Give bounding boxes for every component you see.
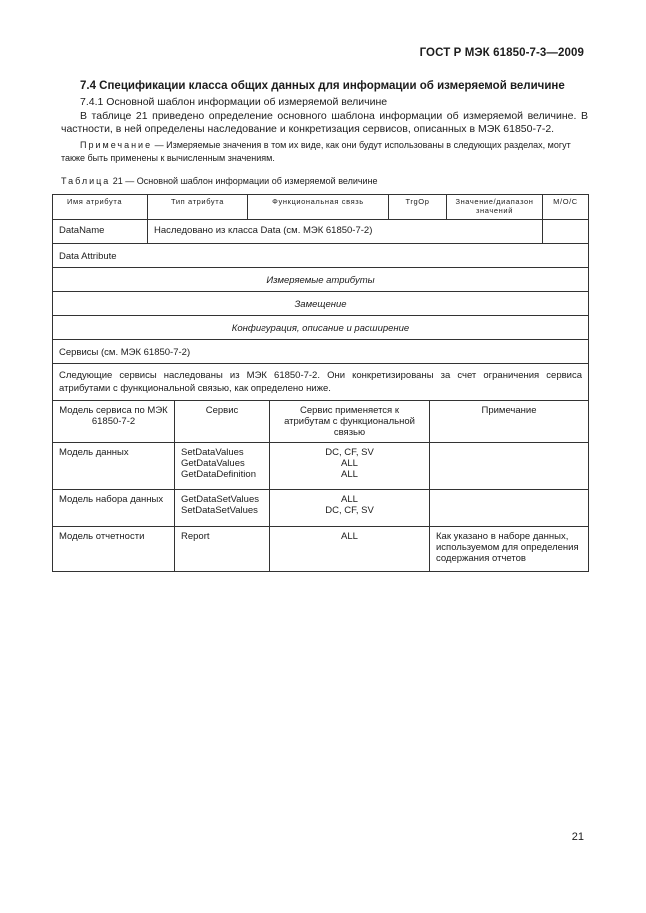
header-moc: М/О/С	[543, 195, 589, 220]
service-fc: DC, CF, SV	[325, 447, 374, 458]
data-attribute-row	[53, 244, 589, 268]
dataname-moc	[543, 220, 589, 244]
note-lead: Примечание	[80, 140, 153, 150]
group-measured-attributes: Измеряемые атрибуты	[53, 268, 589, 292]
group-row	[53, 268, 589, 292]
services-label-row	[53, 340, 589, 364]
header-value-range: Значение/диапазон значений	[447, 195, 543, 220]
header-service-model: Модель сервиса по МЭК 61850-7-2	[53, 401, 175, 443]
services-inheritance-text: Следующие сервисы наследованы из МЭК 61850-7-2. Они конкретизированы за счет ограничения сервиса атрибутами с функциональной связью, как определено ниже.	[53, 364, 589, 401]
header-attribute-type: Тип атрибута	[148, 195, 248, 220]
header-service-fc: Сервис применяется к атрибутам с функциональной связью	[270, 401, 430, 443]
group-row	[53, 292, 589, 316]
group-substitution: Замещение	[53, 292, 589, 316]
service-list	[175, 527, 270, 572]
data-attribute-label: Data Attribute	[53, 244, 589, 268]
dataname-row	[53, 220, 589, 244]
service-fc-list	[270, 490, 430, 527]
service-note	[430, 443, 589, 490]
note	[61, 139, 588, 164]
group-configuration: Конфигурация, описание и расширение	[53, 316, 589, 340]
table-caption	[61, 176, 378, 186]
service-fc: ALL	[341, 458, 358, 469]
section-heading: 7.4 Спецификации класса общих данных для информации об измеряемой величине	[80, 80, 565, 92]
header-attribute-name: Имя атрибута	[53, 195, 148, 220]
note-text: — Измеряемые значения в том их виде, как они будут использованы в следующих разделах, могут также быть применены к вычисленным значениям.	[61, 140, 571, 163]
document-code: ГОСТ Р МЭК 61850-7-3—2009	[419, 47, 584, 59]
dataname-label: DataName	[53, 220, 148, 244]
header-functional-constraint: Функциональная связь	[248, 195, 389, 220]
data-template-table	[52, 194, 589, 401]
service-fc: ALL	[341, 494, 358, 505]
services-text-row	[53, 364, 589, 401]
service-fc-list	[270, 527, 430, 572]
table-row	[53, 490, 589, 527]
intro-paragraph: В таблице 21 приведено определение основного шаблона информации об измеряемой величине. В частности, в ней определены наследование и конкретизация сервисов, описанных в МЭК 61850-7-2.	[61, 110, 588, 135]
header-trgop: TrgOp	[389, 195, 447, 220]
subsection-title: 7.4.1 Основной шаблон информации об измеряемой величине	[80, 96, 388, 108]
service-name: Report	[181, 531, 210, 542]
service-fc: DC, CF, SV	[325, 505, 374, 516]
header-service: Сервис	[175, 401, 270, 443]
service-fc-list	[270, 443, 430, 490]
services-header-row	[53, 401, 589, 443]
service-model: Модель данных	[53, 443, 175, 490]
table-caption-text: 21 — Основной шаблон информации об измеряемой величине	[110, 176, 378, 186]
service-fc: ALL	[341, 469, 358, 480]
group-row	[53, 316, 589, 340]
dataname-value: Наследовано из класса Data (см. МЭК 61850-7-2)	[148, 220, 543, 244]
service-list	[175, 443, 270, 490]
service-name: SetDataSetValues	[181, 505, 258, 516]
service-name: SetDataValues	[181, 447, 244, 458]
page-number: 21	[571, 831, 584, 843]
table-header-row	[53, 195, 589, 220]
services-table	[52, 400, 589, 572]
service-note: Как указано в наборе данных, используемом для определения содержания отчетов	[430, 527, 589, 572]
table-row	[53, 527, 589, 572]
service-list	[175, 490, 270, 527]
services-label: Сервисы (см. МЭК 61850-7-2)	[53, 340, 589, 364]
table-caption-lead: Таблица	[61, 176, 111, 186]
table-row	[53, 443, 589, 490]
service-name: GetDataSetValues	[181, 494, 259, 505]
header-service-note: Примечание	[430, 401, 589, 443]
service-fc: ALL	[341, 531, 358, 542]
service-name: GetDataDefinition	[181, 469, 256, 480]
service-name: GetDataValues	[181, 458, 245, 469]
service-note	[430, 490, 589, 527]
service-model: Модель набора данных	[53, 490, 175, 527]
service-model: Модель отчетности	[53, 527, 175, 572]
